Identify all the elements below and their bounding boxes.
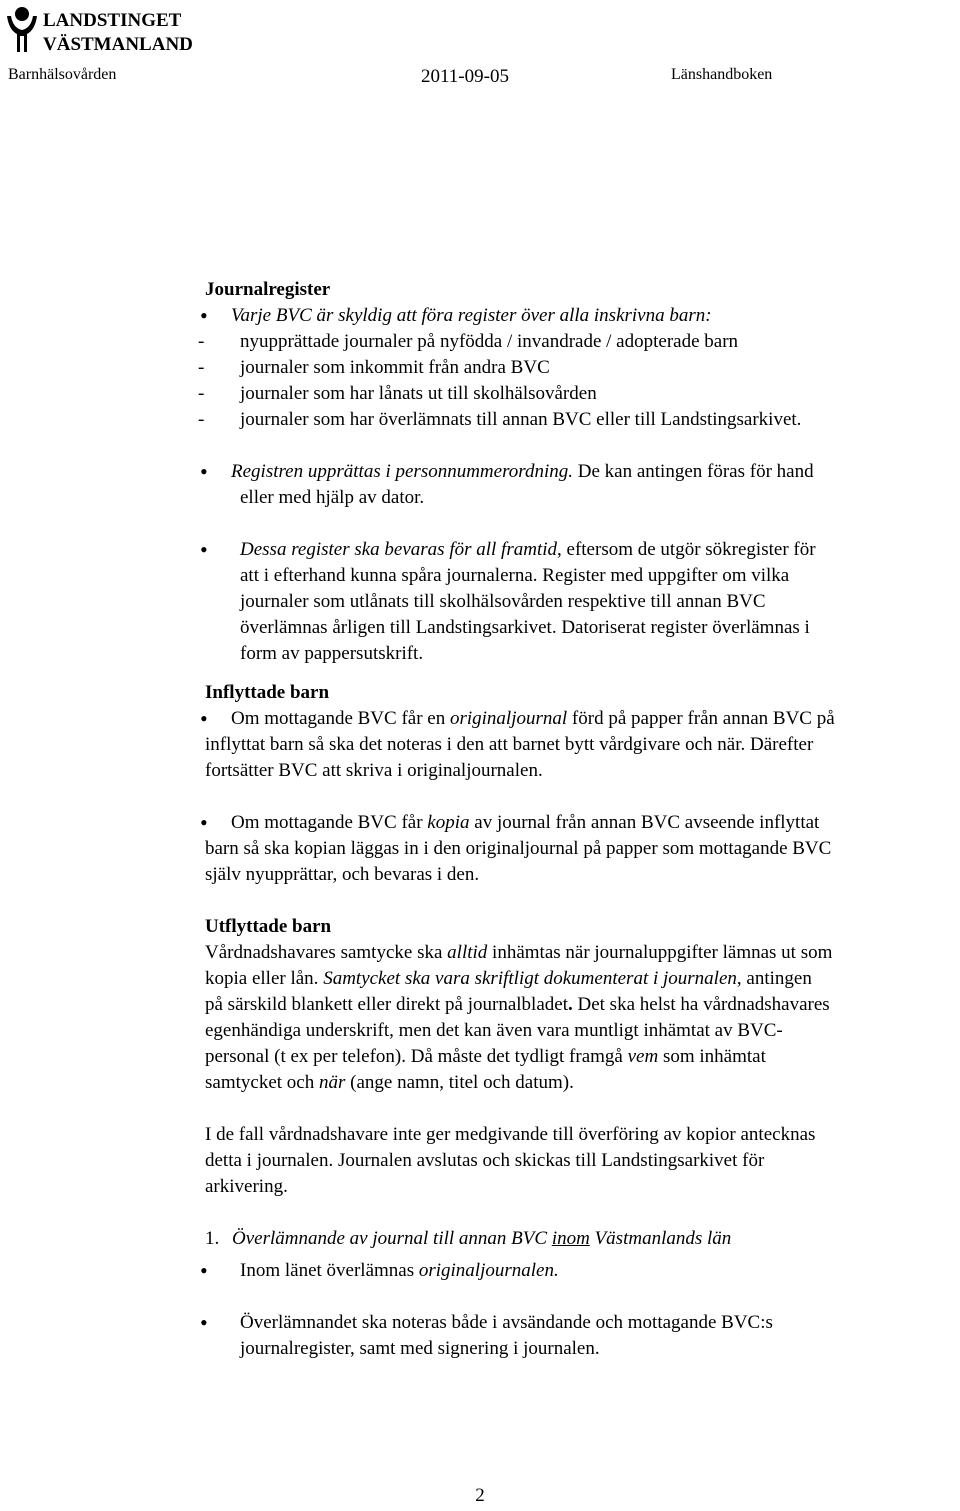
page-number: 2 (475, 1485, 485, 1506)
bullet-text: Inom länet överlämnas (240, 1260, 419, 1281)
dash-text: journaler som har överlämnats till annan BVC eller till Landstingsarkivet. (240, 409, 802, 430)
list-number: 1. (205, 1228, 220, 1249)
dash-item (198, 381, 957, 407)
heading-utflyttade: Utflyttade barn (205, 916, 332, 937)
text: inhämtas när journaluppgifter lämnas ut som (487, 942, 833, 963)
dash-mark: - (198, 383, 205, 404)
paragraph-line (205, 1070, 957, 1096)
org-name-line1: LANDSTINGET (43, 10, 182, 31)
dash-item (198, 407, 957, 433)
paragraph-line (205, 992, 957, 1018)
paragraph-line: I de fall vårdnadshavare inte ger medgivande till överföring av kopior antecknas (205, 1124, 816, 1145)
dash-mark: - (198, 331, 205, 352)
bullet-continuation: eller med hjälp av dator. (240, 487, 425, 508)
bullet-item (205, 303, 957, 329)
paragraph-line: egenhändiga underskrift, men det kan även vara muntligt inhämtat av BVC- (205, 1020, 783, 1041)
bullet-text: förd på papper från annan BVC på (567, 708, 835, 729)
bullet-item (205, 810, 957, 836)
bullet-italic: Registren upprättas i personnummerordning. (231, 461, 573, 482)
bullet-continuation: att i efterhand kunna spåra journalerna. Register med uppgifter om vilka (240, 565, 790, 586)
heading-journalregister: Journalregister (205, 279, 331, 300)
header-date: 2011-09-05 (421, 66, 509, 87)
bullet-continuation: form av pappersutskrift. (240, 643, 424, 664)
text: , antingen (736, 968, 812, 989)
paragraph-line: arkivering. (205, 1176, 288, 1197)
bullet-continuation: journalregister, samt med signering i journalen. (240, 1338, 600, 1359)
dash-text: journaler som har lånats ut till skolhälsovården (240, 383, 597, 404)
italic-text: Västmanlands län (589, 1228, 732, 1249)
bullet-italic: Dessa register ska bevaras för all framtid (240, 539, 558, 560)
italic-text: Överlämnande av journal till annan BVC (232, 1228, 552, 1249)
heading-inflyttade: Inflyttade barn (205, 682, 330, 703)
italic-text: Samtycket ska vara skriftligt dokumenterat i journalen (323, 968, 737, 989)
bullet-item (205, 459, 957, 485)
bullet-italic: kopia (427, 812, 470, 833)
bullet-continuation: journaler som utlånats till skolhälsovården respektive till annan BVC (240, 591, 766, 612)
bullet-italic: originaljournal (449, 708, 568, 729)
bullet-text: De kan antingen föras för hand (573, 461, 814, 482)
bullet-text: , eftersom de utgör sökregister för (557, 539, 816, 560)
person-emblem-icon (5, 4, 193, 56)
org-name-line2: VÄSTMANLAND (43, 34, 193, 55)
numbered-heading (205, 1226, 957, 1252)
underlined-text: inom (551, 1228, 590, 1249)
dash-item (198, 329, 957, 355)
bullet-item (205, 1258, 957, 1284)
bold-text: . (568, 994, 573, 1015)
bullet-text: Om mottagande BVC får (231, 812, 428, 833)
paragraph-line: detta i journalen. Journalen avslutas och skickas till Landstingsarkivet för (205, 1150, 765, 1171)
dash-text: journaler som inkommit från andra BVC (240, 357, 550, 378)
text: (ange namn, titel och datum). (345, 1072, 574, 1093)
dash-mark: - (198, 357, 205, 378)
italic-text: när (318, 1072, 346, 1093)
header-right: Länshandboken (671, 66, 773, 83)
bullet-text: av journal från annan BVC avseende inflyttat (469, 812, 820, 833)
text: som inhämtat (658, 1046, 766, 1067)
paragraph-line (205, 940, 957, 966)
bullet-continuation: överlämnas årligen till Landstingsarkivet. Datoriserat register överlämnas i (240, 617, 810, 638)
text: Vårdnadshavares samtycke ska (205, 942, 448, 963)
text: samtycket och (205, 1072, 319, 1093)
paragraph-line: barn så ska kopian läggas in i den originaljournal på papper som mottagande BVC (205, 838, 832, 859)
paragraph-line: fortsätter BVC att skriva i originaljournalen. (205, 760, 543, 781)
text: på särskild blankett eller direkt på journalbladet (205, 994, 568, 1015)
paragraph-line (205, 1044, 957, 1070)
italic-text: vem (627, 1046, 659, 1067)
dash-mark: - (198, 409, 205, 430)
text: kopia eller lån. (205, 968, 324, 989)
paragraph-line: inflyttat barn så ska det noteras i den att barnet bytt vårdgivare och när. Därefter (205, 734, 814, 755)
bullet-item (205, 706, 957, 732)
paragraph-line (205, 966, 957, 992)
paragraph-line: själv nyupprättar, och bevaras i den. (205, 864, 480, 885)
organization-logo (5, 4, 193, 56)
text: personal (t ex per telefon). Då måste det tydligt framgå (205, 1046, 628, 1067)
bullet-item (205, 537, 957, 563)
document-body (198, 277, 957, 1362)
italic-text: alltid (447, 942, 488, 963)
bullet-text: Om mottagande BVC får en (231, 708, 450, 729)
text: Det ska helst ha vårdnadshavares (572, 994, 830, 1015)
dash-text: nyupprättade journaler på nyfödda / invandrade / adopterade barn (240, 331, 739, 352)
bullet-italic: originaljournalen. (418, 1260, 559, 1281)
dash-item (198, 355, 957, 381)
bullet-text: Varje BVC är skyldig att föra register över alla inskrivna barn: (231, 305, 712, 326)
bullet-text: Överlämnandet ska noteras både i avsändande och mottagande BVC:s (240, 1312, 773, 1333)
bullet-item (205, 1310, 957, 1336)
header-left: Barnhälsovården (8, 66, 117, 83)
